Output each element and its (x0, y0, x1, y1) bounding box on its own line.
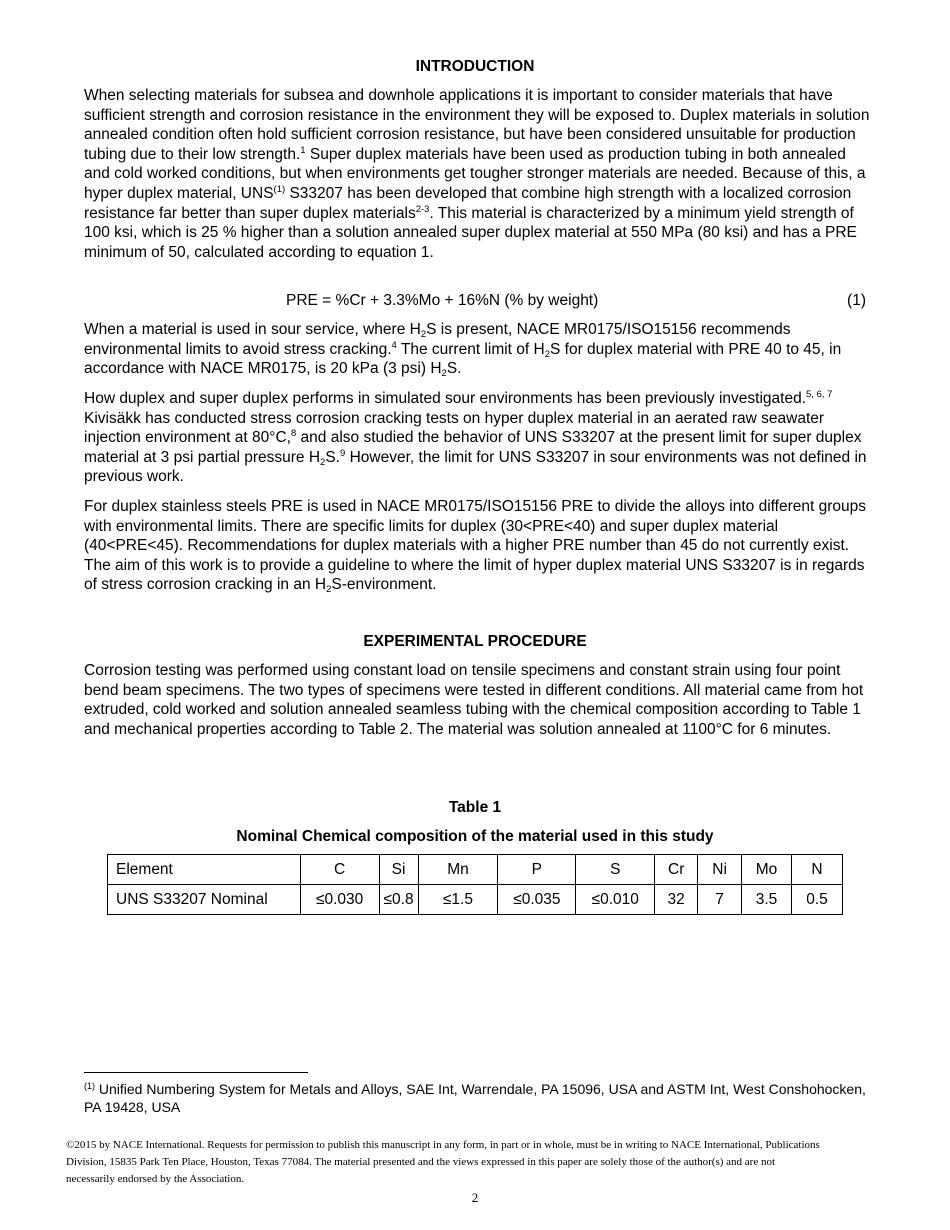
experimental-procedure-heading: EXPERIMENTAL PROCEDURE (363, 633, 587, 650)
table-cell: ≤0.030 (300, 885, 379, 915)
footnote: $^{(1)}$ Unified Numbering System for Metals and Alloys, SAE Int, Warrendale, PA 15096, USA and ASTM Int, West Conshohocken, PA 19428, USA (84, 1081, 866, 1115)
header-cell: Ni (698, 855, 742, 885)
table-row (108, 885, 843, 915)
header-cell: Element (108, 855, 301, 885)
table-cell: UNS S33207 Nominal (108, 885, 301, 915)
table-cell: 3.5 (742, 885, 792, 915)
table-1-caption: Nominal Chemical composition of the material used in this study (236, 828, 714, 845)
header-cell: Cr (655, 855, 698, 885)
table-cell: 32 (655, 885, 698, 915)
copyright-notice: ©2015 by NACE International. Requests for permission to publish this manuscript in any form, in part or in whole, must be in writing to NACE International, Publications Division, 15835 Park Ten Place, Houston, Texas 77084. The material presented and the views expressed in this paper are solely those of the author(s) and are not necessarily endorsed by the Association. (66, 1139, 820, 1185)
experimental-paragraph-1: Corrosion testing was performed using constant load on tensile specimens and constant strain using four point bend beam specimens. The two types of specimens were tested in different conditions. All material came from hot extruded, cold worked and solution annealed seamless tubing with the chemical composition according to Table 1 and mechanical properties according to Table 2. The material was solution annealed at 1100°C for 6 minutes. (84, 662, 864, 738)
header-cell: Mn (418, 855, 498, 885)
introduction-heading: INTRODUCTION (415, 58, 535, 75)
header-cell: S (576, 855, 655, 885)
introduction-paragraph-1: When selecting materials for subsea and downhole applications it is important to consider materials that have sufficient strength and corrosion resistance in the environment they will be exposed to. Duplex materials in solution annealed condition often hold sufficient corrosion resistance, but have been considered unsuitable for production tubing due to their low strength.$^1$ Super duplex materials have been used as production tubing in both annealed and cold worked conditions, but when environments get tougher stronger materials are needed. Because of this, a hyper duplex material, UNS$^{(1)}$ S33207 has been developed that combine high strength with a localized corrosion resistance far better than super duplex materials$^{2-3}$. This material is characterized by a minimum yield strength of 100 ksi, which is 25 % higher than a solution annealed super duplex material at 550 MPa (80 ksi) and has a PRE minimum of 50, calculated according to equation 1. (84, 87, 870, 261)
header-cell: P (498, 855, 576, 885)
table-header-row (108, 855, 843, 885)
table-1-label: Table 1 (448, 799, 502, 816)
page-number: 2 (471, 1190, 479, 1205)
header-cell: Mo (742, 855, 792, 885)
header-cell: N (791, 855, 842, 885)
header-cell: Si (379, 855, 418, 885)
table-cell: ≤0.035 (498, 885, 576, 915)
introduction-paragraph-2: When a material is used in sour service, where $H_2S$ is present, NACE MR0175/ISO15156 recommends environmental limits to avoid stress cracking.$^4$ The current limit of $H_2S$ for duplex material with PRE 40 to 45, in accordance with NACE MR0175, is 20 kPa (3 psi) $H_2S$. (84, 321, 842, 380)
introduction-paragraph-3: How duplex and super duplex performs in simulated sour environments has been previously investigated.$^{5, 6, 7}$ Kivisäkk has conducted stress corrosion cracking tests on hyper duplex material in an aerated raw seawater injection environment at 80°C,$^8$ and also studied the behavior of UNS S33207 at the present limit for super duplex material at 3 psi partial pressure $H_2S.^9$ However, the limit for UNS S33207 in sour environments was not defined in previous work. (84, 389, 867, 486)
table-cell: ≤0.8 (379, 885, 418, 915)
equation-text: PRE = %Cr + 3.3%Mo + 16%N (% by weight) (286, 292, 599, 309)
table-cell: ≤0.010 (576, 885, 655, 915)
table-cell: ≤1.5 (418, 885, 498, 915)
table-cell: 0.5 (791, 885, 842, 915)
footnote-divider (84, 1072, 308, 1073)
footnote-reference: (1) (273, 183, 286, 195)
equation-number: (1) (847, 292, 866, 309)
introduction-paragraph-4: For duplex stainless steels PRE is used in NACE MR0175/ISO15156 PRE to divide the alloys into different groups with environmental limits. There are specific limits for duplex (30<PRE<40) and super duplex material (40<PRE<45). Recommendations for duplex materials with a higher PRE number than 45 do not currently exist. The aim of this work is to provide a guideline to where the limit of hyper duplex material UNS S33207 is in regards of stress corrosion cracking in an $H_2S$-environment. (84, 498, 867, 596)
chemical-composition-table (107, 854, 843, 915)
header-cell: C (300, 855, 379, 885)
table-cell: 7 (698, 885, 742, 915)
